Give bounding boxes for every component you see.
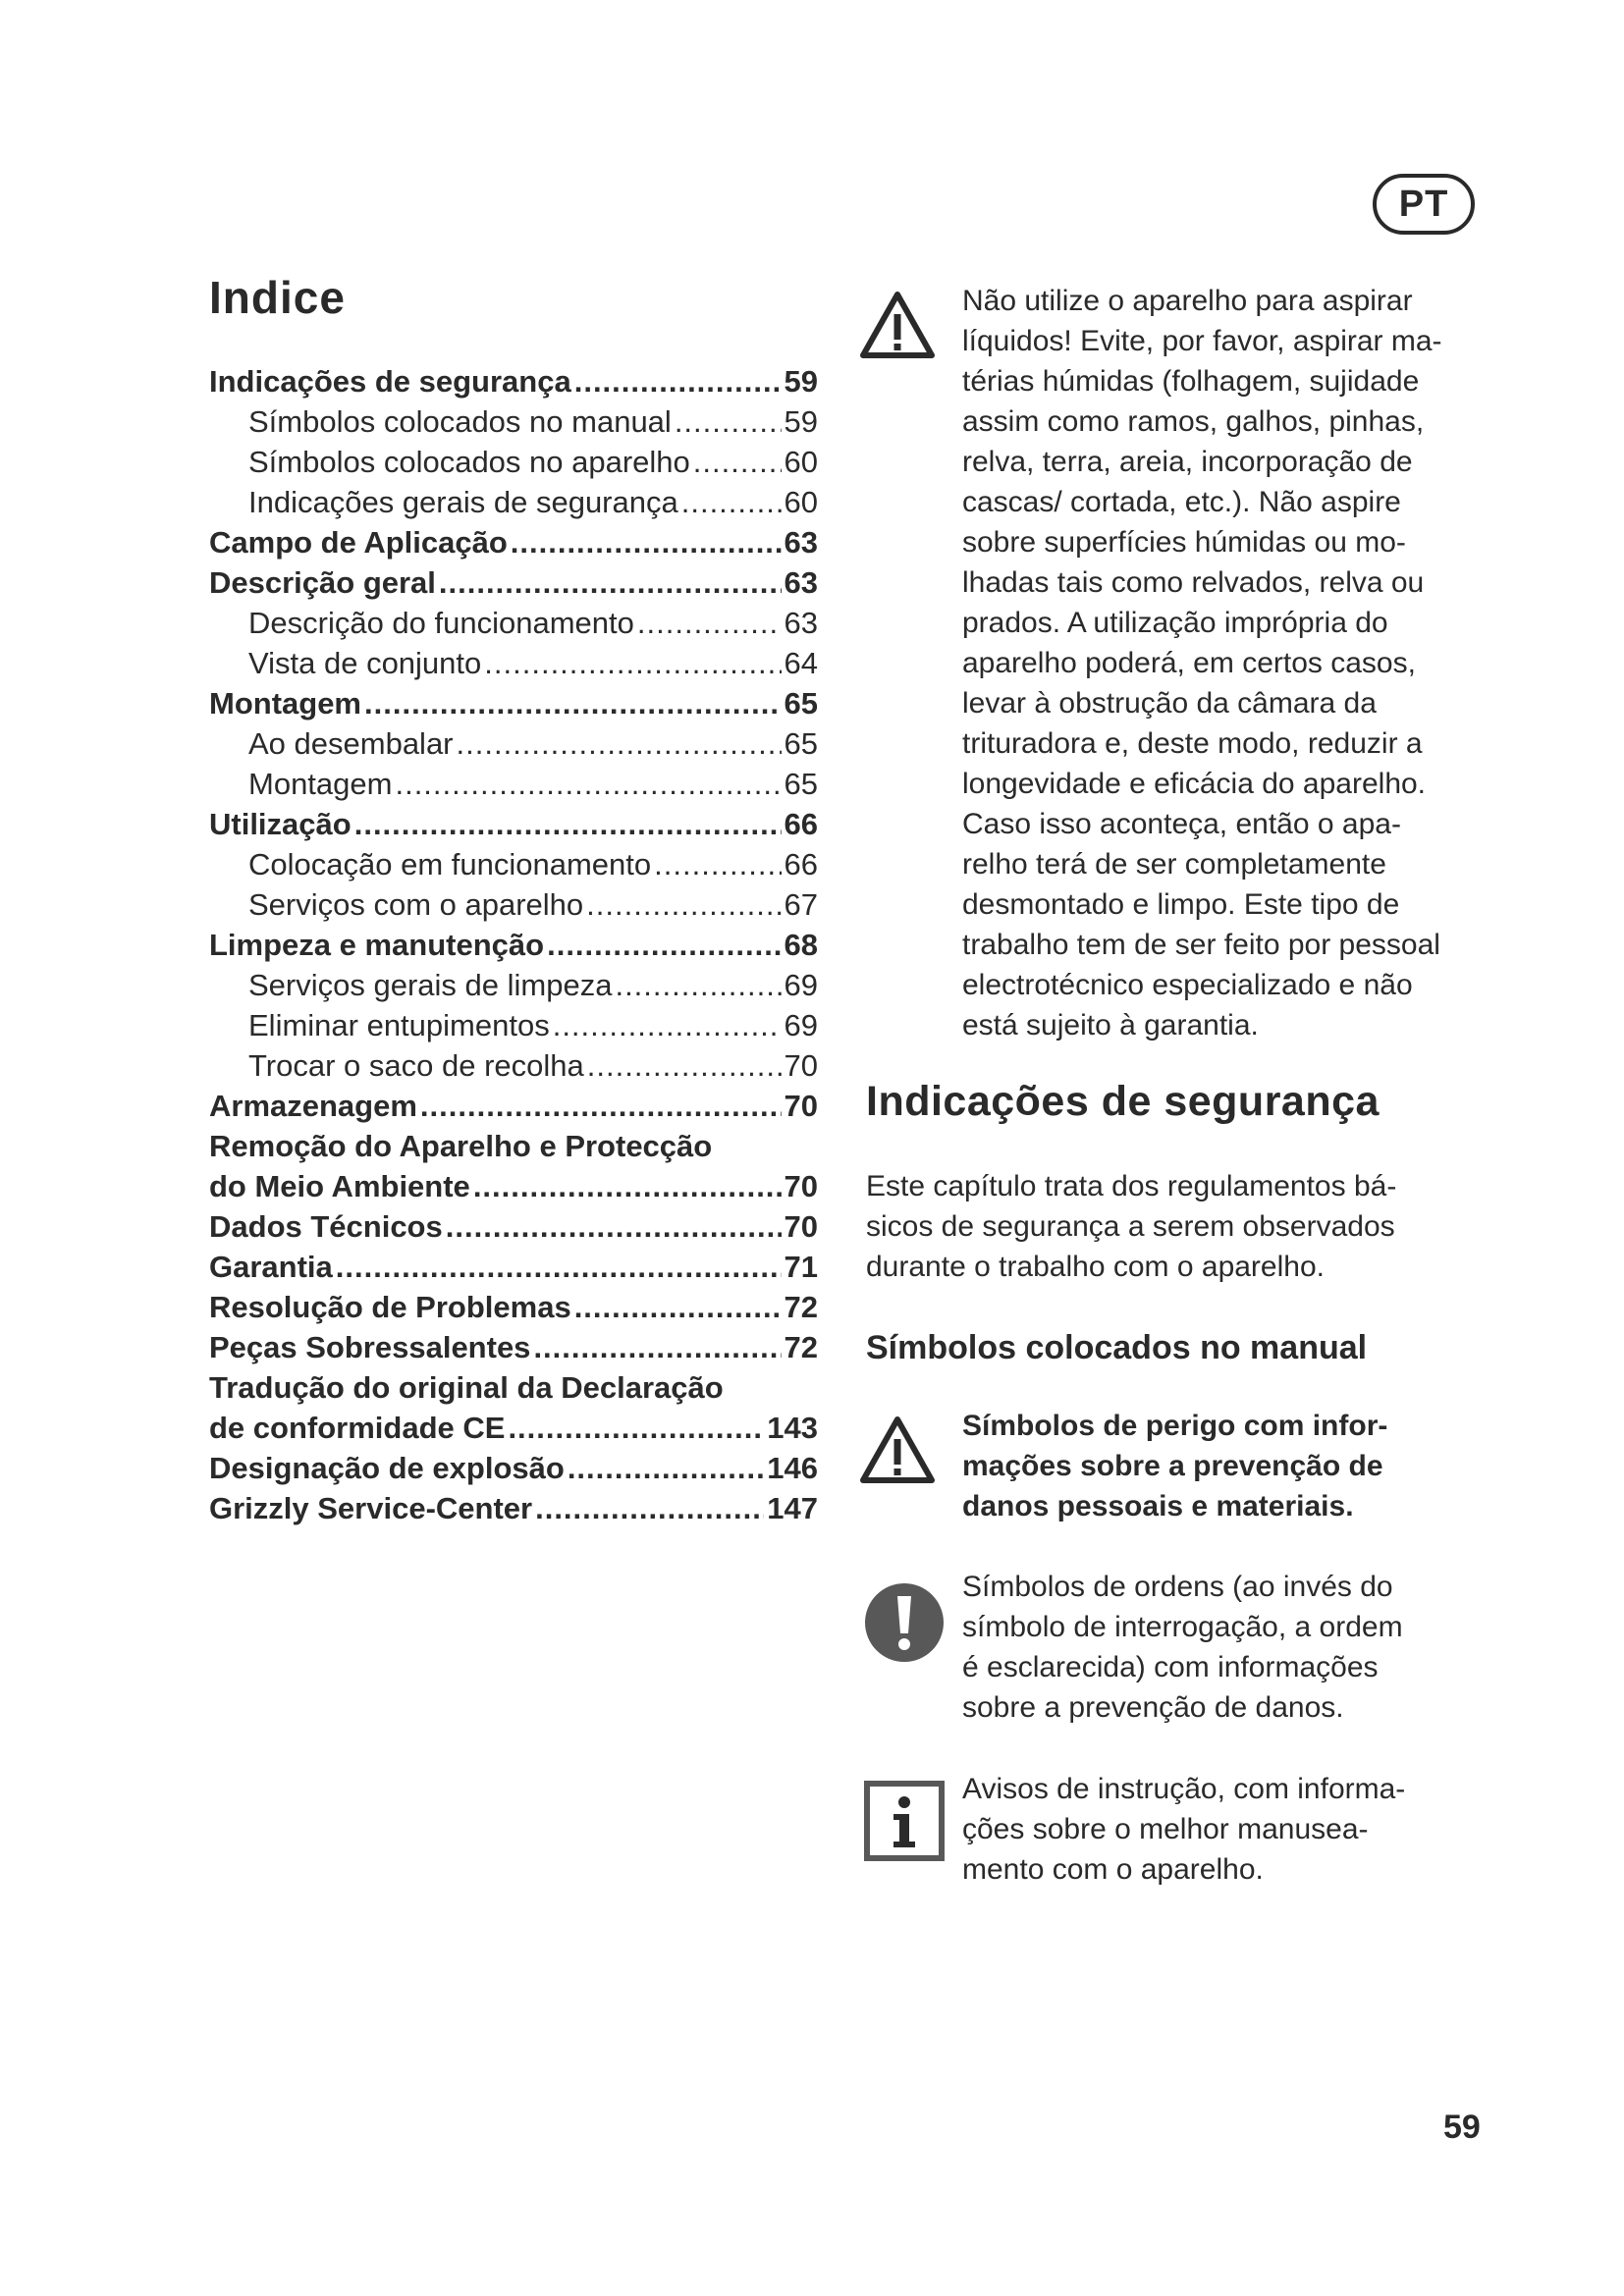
toc-entry-page: 70 xyxy=(784,1048,818,1083)
instruction-symbol-text xyxy=(962,1769,1492,1890)
toc-dot-leader xyxy=(574,361,782,401)
toc-dot-leader xyxy=(336,1247,782,1287)
toc-entry-page: 70 xyxy=(784,1169,818,1203)
toc-entry-label: Garantia xyxy=(209,1250,333,1284)
toc-entry-page: 70 xyxy=(784,1089,818,1123)
text-line: térias húmidas (folhagem, sujidade xyxy=(962,365,1420,398)
toc-entry[interactable] xyxy=(209,683,818,723)
toc-entry-page: 69 xyxy=(784,1008,818,1042)
text-line: sobre a prevenção de danos. xyxy=(962,1691,1344,1724)
toc-dot-leader xyxy=(395,764,781,804)
toc-dot-leader xyxy=(568,1448,764,1488)
toc-entry-label: Montagem xyxy=(209,686,361,721)
text-line: Símbolos de ordens (ao invés do xyxy=(962,1571,1393,1603)
text-line: lhadas tais como relvados, relva ou xyxy=(962,566,1425,599)
toc-entry[interactable] xyxy=(209,884,818,925)
toc-entry-label: Ao desembalar xyxy=(248,726,454,761)
text-line: electrotécnico especializado e não xyxy=(962,969,1413,1001)
toc-dot-leader xyxy=(364,683,782,723)
toc-entry[interactable] xyxy=(209,643,818,683)
toc-entry-page: 66 xyxy=(784,807,818,841)
toc-entry-page: 72 xyxy=(784,1290,818,1324)
toc-dot-leader xyxy=(484,643,781,683)
toc-entry-label: Símbolos colocados no aparelho xyxy=(248,445,690,479)
orders-symbol-text xyxy=(962,1567,1492,1728)
toc-entry[interactable] xyxy=(209,603,818,643)
toc-entry[interactable] xyxy=(209,1045,818,1086)
text-line: danos pessoais e materiais. xyxy=(962,1490,1354,1522)
toc-dot-leader xyxy=(587,1045,782,1086)
text-line: mações sobre a prevenção de xyxy=(962,1450,1383,1482)
toc-entry-label: Descrição do funcionamento xyxy=(248,606,634,640)
text-line: ções sobre o melhor manusea- xyxy=(962,1813,1369,1845)
toc-entry-page: 67 xyxy=(784,887,818,922)
text-line: longevidade e eficácia do aparelho. xyxy=(962,768,1427,800)
toc-dot-leader xyxy=(511,522,782,562)
toc-dot-leader xyxy=(637,603,782,643)
danger-symbol-text xyxy=(962,1406,1492,1526)
toc-dot-leader xyxy=(473,1166,782,1206)
text-line: durante o trabalho com o aparelho. xyxy=(866,1251,1325,1283)
toc-entry-page: 70 xyxy=(784,1209,818,1244)
toc-entry[interactable] xyxy=(209,1448,818,1488)
toc-entry[interactable] xyxy=(209,804,818,844)
text-line: símbolo de interrogação, a ordem xyxy=(962,1611,1403,1643)
text-line: Não utilize o aparelho para aspirar xyxy=(962,285,1413,317)
toc-entry-label: Campo de Aplicação xyxy=(209,525,508,560)
toc-entry-page: 65 xyxy=(784,726,818,761)
toc-dot-leader xyxy=(654,844,781,884)
toc-entry-page: 59 xyxy=(784,364,818,399)
toc-entry[interactable] xyxy=(209,1005,818,1045)
toc-dot-leader xyxy=(693,442,782,482)
language-badge: PT xyxy=(1373,174,1475,235)
toc-entry-label: Eliminar entupimentos xyxy=(248,1008,550,1042)
section-heading: Indicações de segurança xyxy=(866,1078,1380,1125)
toc-entry[interactable] xyxy=(209,562,818,603)
toc-entry-page: 69 xyxy=(784,968,818,1002)
warning-paragraph xyxy=(962,281,1492,1045)
subsection-heading: Símbolos colocados no manual xyxy=(866,1329,1368,1366)
toc-entry-page: 146 xyxy=(767,1451,818,1485)
toc-dot-leader xyxy=(586,884,781,925)
toc-entry[interactable] xyxy=(209,1327,818,1367)
toc-entry-page: 60 xyxy=(784,485,818,519)
intro-paragraph xyxy=(866,1166,1494,1287)
info-box-icon xyxy=(864,1781,945,1861)
text-line: desmontado e limpo. Este tipo de xyxy=(962,888,1400,921)
toc-entry-label: do Meio Ambiente xyxy=(209,1169,470,1203)
text-line: prados. A utilização imprópria do xyxy=(962,607,1388,639)
toc-entry-label: Peças Sobressalentes xyxy=(209,1330,531,1364)
text-line: é esclarecida) com informações xyxy=(962,1651,1379,1683)
toc-entry[interactable] xyxy=(209,1247,818,1287)
text-line: sobre superfícies húmidas ou mo- xyxy=(962,526,1406,559)
text-line: está sujeito à garantia. xyxy=(962,1009,1259,1041)
toc-entry-page: 64 xyxy=(784,646,818,680)
text-line: mento com o aparelho. xyxy=(962,1853,1264,1886)
toc-entry[interactable] xyxy=(209,844,818,884)
toc-entry-label: Limpeza e manutenção xyxy=(209,928,545,962)
toc-entry-page: 71 xyxy=(784,1250,818,1284)
toc-entry-page: 66 xyxy=(784,847,818,881)
toc-dot-leader xyxy=(354,804,782,844)
toc-entry-label: Serviços com o aparelho xyxy=(248,887,584,922)
text-line: levar à obstrução da câmara da xyxy=(962,687,1377,720)
danger-symbol-paragraph xyxy=(962,1406,1492,1526)
toc-dot-leader xyxy=(533,1327,781,1367)
toc-entry-label: Vista de conjunto xyxy=(248,646,482,680)
table-of-contents xyxy=(209,361,818,1528)
toc-dot-leader xyxy=(681,482,782,522)
toc-entry-label: Designação de explosão xyxy=(209,1451,565,1485)
toc-entry[interactable] xyxy=(209,482,818,522)
warning-text xyxy=(962,281,1492,1045)
toc-entry[interactable] xyxy=(209,1206,818,1247)
warning-triangle-icon xyxy=(860,1415,935,1484)
toc-entry-label: Indicações gerais de segurança xyxy=(248,485,678,519)
text-line: Caso isso aconteça, então o apa- xyxy=(962,808,1401,840)
text-line: Avisos de instrução, com informa- xyxy=(962,1773,1406,1805)
toc-entry-page: 147 xyxy=(767,1491,818,1525)
toc-entry[interactable] xyxy=(209,1287,818,1327)
text-line: assim como ramos, galhos, pinhas, xyxy=(962,405,1425,438)
text-line: trituradora e, deste modo, reduzir a xyxy=(962,727,1423,760)
toc-entry[interactable] xyxy=(209,1166,818,1206)
toc-entry-label-line: Remoção do Aparelho e Protecção xyxy=(209,1129,713,1163)
toc-entry[interactable] xyxy=(209,1086,818,1126)
toc-dot-leader xyxy=(535,1488,764,1528)
toc-entry-page: 63 xyxy=(784,565,818,600)
toc-entry-label: Descrição geral xyxy=(209,565,436,600)
toc-entry-page: 65 xyxy=(784,686,818,721)
toc-title: Indice xyxy=(209,272,346,323)
intro-text xyxy=(866,1166,1494,1287)
toc-dot-leader xyxy=(420,1086,782,1126)
toc-dot-leader xyxy=(457,723,782,764)
page-number: 59 xyxy=(1443,2109,1481,2146)
warning-triangle-icon xyxy=(860,291,935,359)
toc-entry-label: Montagem xyxy=(248,767,393,801)
toc-entry[interactable] xyxy=(209,442,818,482)
toc-entry-label-line: Tradução do original da Declaração xyxy=(209,1370,724,1405)
toc-entry-page: 60 xyxy=(784,445,818,479)
toc-entry[interactable] xyxy=(209,1408,818,1448)
toc-entry[interactable] xyxy=(209,925,818,965)
toc-dot-leader xyxy=(574,1287,782,1327)
toc-entry-label: Símbolos colocados no manual xyxy=(248,404,672,439)
toc-entry[interactable] xyxy=(209,965,818,1005)
toc-entry[interactable] xyxy=(209,1488,818,1528)
toc-dot-leader xyxy=(508,1408,764,1448)
toc-entry-label: Utilização xyxy=(209,807,352,841)
toc-entry-page: 63 xyxy=(784,606,818,640)
exclamation-circle-icon xyxy=(864,1582,945,1663)
toc-entry[interactable] xyxy=(209,764,818,804)
toc-dot-leader xyxy=(547,925,781,965)
text-line: Este capítulo trata dos regulamentos bá- xyxy=(866,1170,1397,1202)
toc-entry[interactable] xyxy=(209,723,818,764)
text-line: relho terá de ser completamente xyxy=(962,848,1386,881)
toc-entry[interactable] xyxy=(209,401,818,442)
toc-entry[interactable] xyxy=(209,361,818,401)
toc-entry-page: 63 xyxy=(784,525,818,560)
orders-symbol-paragraph xyxy=(962,1567,1492,1728)
toc-dot-leader xyxy=(446,1206,782,1247)
toc-dot-leader xyxy=(675,401,782,442)
text-line: aparelho poderá, em certos casos, xyxy=(962,647,1416,679)
text-line: sicos de segurança a serem observados xyxy=(866,1210,1395,1243)
toc-entry-label: de conformidade CE xyxy=(209,1411,506,1445)
toc-entry-page: 143 xyxy=(767,1411,818,1445)
toc-entry-page: 65 xyxy=(784,767,818,801)
text-line: relva, terra, areia, incorporação de xyxy=(962,446,1413,478)
toc-entry-label: Dados Técnicos xyxy=(209,1209,443,1244)
toc-entry-label: Serviços gerais de limpeza xyxy=(248,968,613,1002)
toc-entry-label: Indicações de segurança xyxy=(209,364,571,399)
toc-dot-leader xyxy=(553,1005,782,1045)
toc-entry-label: Trocar o saco de recolha xyxy=(248,1048,584,1083)
toc-entry[interactable] xyxy=(209,522,818,562)
toc-entry-page: 72 xyxy=(784,1330,818,1364)
text-line: líquidos! Evite, por favor, aspirar ma- xyxy=(962,325,1442,357)
toc-entry-page: 59 xyxy=(784,404,818,439)
toc-entry-label: Colocação em funcionamento xyxy=(248,847,652,881)
toc-entry-page: 68 xyxy=(784,928,818,962)
toc-entry-label: Armazenagem xyxy=(209,1089,417,1123)
text-line: cascas/ cortada, etc.). Não aspire xyxy=(962,486,1401,518)
text-line: Símbolos de perigo com infor- xyxy=(962,1410,1388,1442)
text-line: trabalho tem de ser feito por pessoal xyxy=(962,929,1440,961)
toc-dot-leader xyxy=(615,965,781,1005)
instruction-symbol-paragraph xyxy=(962,1769,1492,1890)
toc-dot-leader xyxy=(439,562,782,603)
toc-entry-label: Grizzly Service-Center xyxy=(209,1491,533,1525)
toc-entry-label: Resolução de Problemas xyxy=(209,1290,571,1324)
